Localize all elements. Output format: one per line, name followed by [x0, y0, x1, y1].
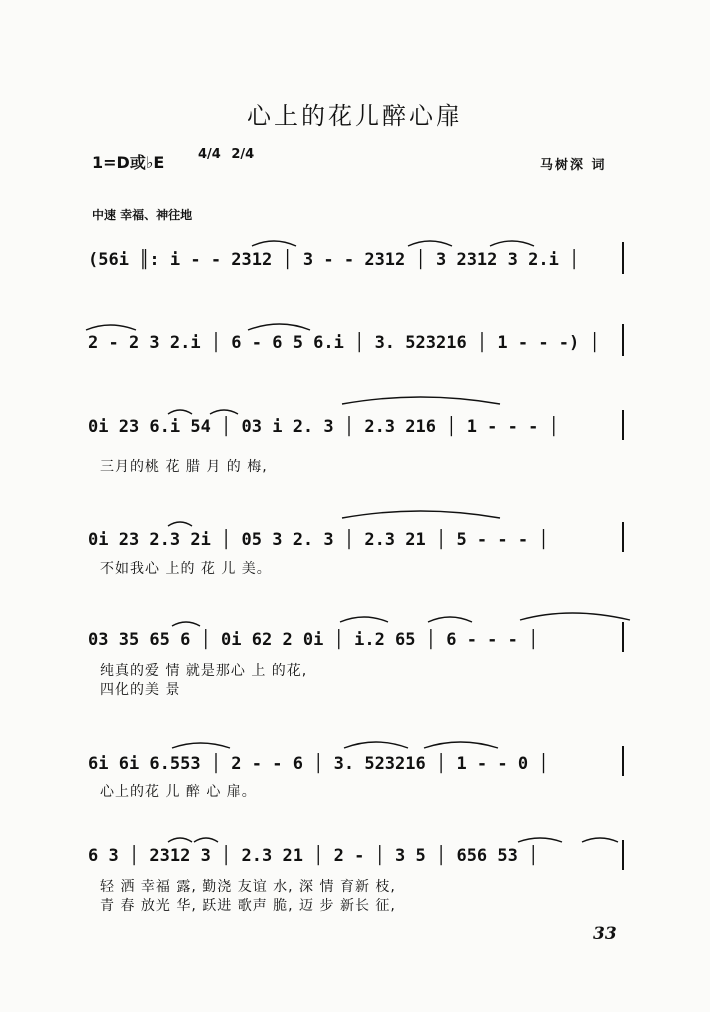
staff-line-3: 0i 23 6.i 54 │ 03 i 2. 3 │ 2.3 216 │ 1 - - - │ [88, 417, 559, 437]
lyric-line-3: 纯真的爱 情 就是那心 上 的花, [100, 663, 308, 679]
barline [622, 746, 624, 776]
key-signature: 1=D或♭E [92, 153, 165, 172]
song-title: 心上的花儿醉心扉 [247, 102, 463, 130]
lyricist: 马树深 词 [540, 158, 607, 173]
time-signature-1: 4/4 [198, 147, 221, 162]
staff-line-7: 6 3 │ 2312 3 │ 2.3 21 │ 2 - │ 3 5 │ 656 53 │ [88, 846, 539, 866]
tempo-marking: 中速 幸福、神往地 [92, 208, 193, 222]
staff-line-4: 0i 23 2.3 2i │ 05 3 2. 3 │ 2.3 21 │ 5 - - - │ [88, 530, 549, 550]
lyric-line-1: 三月的桃 花 腊 月 的 梅, [100, 459, 268, 475]
barline [622, 622, 624, 652]
page-number: 33 [593, 924, 617, 944]
staff-line-6: 6i 6i 6.553 │ 2 - - 6 │ 3. 523216 │ 1 - - 0 │ [88, 754, 549, 774]
barline [622, 840, 624, 870]
lyric-line-4: 四化的美 景 [100, 682, 181, 698]
barline [622, 242, 624, 274]
staff-line-5: 03 35 65 6 │ 0i 62 2 0i │ i.2 65 │ 6 - - - │ [88, 630, 539, 650]
barline [622, 410, 624, 440]
staff-line-1: (56i ║: i - - 2312 │ 3 - - 2312 │ 3 2312 3 2.i │ [88, 250, 580, 270]
lyric-line-2: 不如我心 上的 花 儿 美。 [100, 561, 272, 577]
time-signature-2: 2/4 [231, 147, 255, 162]
lyric-line-6: 轻 洒 幸福 露, 勤浇 友谊 水, 深 情 育新 枝, [100, 879, 396, 895]
staff-line-2: 2 - 2 3 2.i │ 6 - 6 5 6.i │ 3. 523216 │ 1 - - -) │ [88, 333, 600, 353]
barline [622, 522, 624, 552]
lyric-line-5: 心上的花 儿 醉 心 扉。 [100, 784, 257, 800]
lyric-line-7: 青 春 放光 华, 跃进 歌声 脆, 迈 步 新长 征, [100, 898, 396, 914]
barline [622, 324, 624, 356]
